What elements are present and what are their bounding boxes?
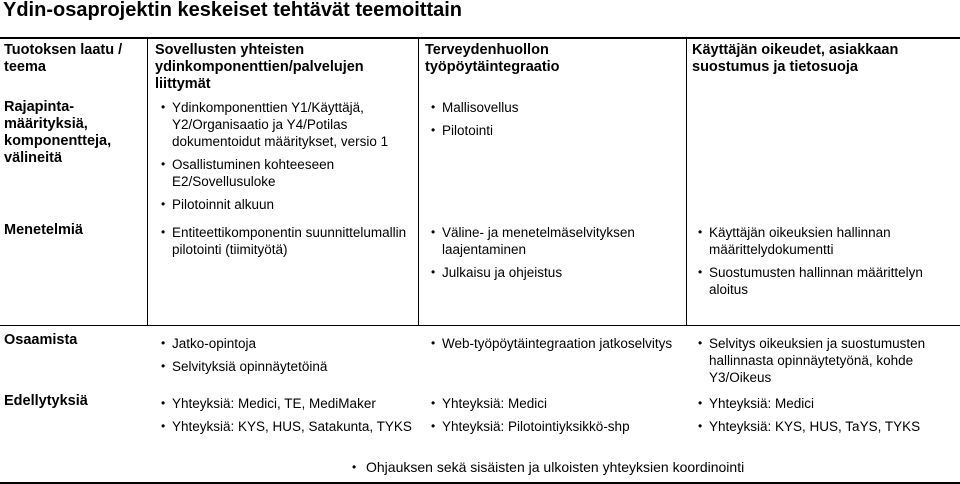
list-item: • Entiteettikomponentin suunnittelumallin pilotointi (tiimityötä) bbox=[160, 224, 415, 258]
coordination-note: • Ohjauksen sekä sisäisten ja ulkoisten yhteyksien koordinointi bbox=[352, 459, 744, 476]
column-divider-3 bbox=[686, 38, 687, 325]
list-item: • Web-työpöytäintegraation jatkoselvitys bbox=[430, 335, 680, 352]
list-item: • Ydinkomponenttien Y1/Käyttäjä, Y2/Organisaatio ja Y4/Potilas dokumentoidut määritykset, versio 1 bbox=[160, 99, 415, 150]
table-top-border bbox=[0, 37, 960, 39]
list-item: • Osallistuminen kohteeseen E2/Sovellusuloke bbox=[160, 156, 415, 190]
row-header-rajapinta: Rajapinta-määrityksiä, komponentteja, välineitä bbox=[4, 99, 112, 166]
list-item: • Suostumusten hallinnan määrittelyn aloitus bbox=[697, 264, 955, 298]
list-item: • Yhteyksiä: Medici bbox=[430, 395, 680, 412]
list-item: • Selvityksiä opinnäytetöinä bbox=[160, 358, 415, 375]
column-header-interfaces: Sovellusten yhteisten ydinkomponenttien/palvelujen liittymät bbox=[155, 42, 364, 92]
list-item: • Selvitys oikeuksien ja suostumusten hallinnasta opinnäytetyönä, kohde Y3/Oikeus bbox=[697, 335, 955, 386]
row-header-osaamista: Osaamista bbox=[4, 332, 78, 348]
list-item: • Jatko-opintoja bbox=[160, 335, 415, 352]
column-header-user-rights: Käyttäjän oikeudet, asiakkaan suostumus ja tietosuoja bbox=[692, 42, 899, 75]
list-item: • Yhteyksiä: Pilotointiyksikkö-shp bbox=[430, 418, 680, 435]
list-item: • Yhteyksiä: Medici bbox=[697, 395, 955, 412]
cell-osaamista-interfaces bbox=[160, 335, 415, 381]
cell-osaamista-desktop bbox=[430, 335, 680, 358]
cell-edellytyksia-desktop bbox=[430, 395, 680, 441]
cell-menetelmia-desktop bbox=[430, 224, 680, 287]
cell-menetelmia-interfaces bbox=[160, 224, 415, 264]
row-header-menetelmia: Menetelmiä bbox=[4, 222, 83, 238]
list-item: • Käyttäjän oikeuksien hallinnan määrittelydokumentti bbox=[697, 224, 955, 258]
column-header-desktop-integration: Terveydenhuollon työpöytäintegraatio bbox=[425, 42, 560, 75]
table-divider-osaamista bbox=[0, 325, 960, 326]
list-item: • Julkaisu ja ohjeistus bbox=[430, 264, 680, 281]
cell-rajapinta-desktop bbox=[430, 99, 680, 145]
column-divider-2 bbox=[418, 38, 419, 325]
list-item: • Mallisovellus bbox=[430, 99, 680, 116]
cell-edellytyksia-user-rights bbox=[697, 395, 955, 441]
cell-menetelmia-user-rights bbox=[697, 224, 955, 304]
list-item: • Pilotointi bbox=[430, 122, 680, 139]
list-item: • Yhteyksiä: KYS, HUS, Satakunta, TYKS bbox=[160, 418, 415, 435]
list-item: • Yhteyksiä: KYS, HUS, TaYS, TYKS bbox=[697, 418, 955, 435]
list-item: • Pilotoinnit alkuun bbox=[160, 196, 415, 213]
cell-edellytyksia-interfaces bbox=[160, 395, 415, 441]
row-header-edellytyksia: Edellytyksiä bbox=[4, 393, 88, 409]
column-divider-1 bbox=[147, 38, 148, 325]
column-header-theme: Tuotoksen laatu / teema bbox=[4, 42, 123, 75]
cell-rajapinta-interfaces bbox=[160, 99, 415, 219]
list-item: • Väline- ja menetelmäselvityksen laajentaminen bbox=[430, 224, 680, 258]
page-title: Ydin-osaprojektin keskeiset tehtävät teemoittain bbox=[3, 0, 463, 21]
list-item: • Yhteyksiä: Medici, TE, MediMaker bbox=[160, 395, 415, 412]
cell-osaamista-user-rights bbox=[697, 335, 955, 392]
